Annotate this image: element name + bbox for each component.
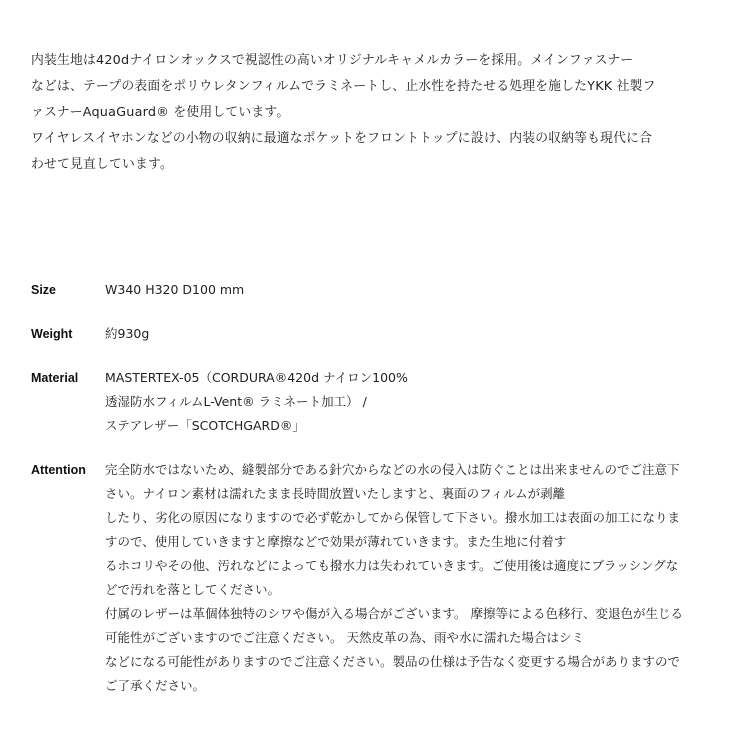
spec-row-material <box>31 366 721 458</box>
description-line: わせて見直しています。 <box>31 157 173 172</box>
material-line: MASTERTEX-05（CORDURA®420d ナイロン100% <box>105 370 408 385</box>
spec-value-material <box>105 366 721 438</box>
size-value: W340 H320 D100 mm <box>105 282 245 297</box>
attention-line: したり、劣化の原因になりますので必ず乾かしてから保管して下さい。撥水加工は表面の加工になりま <box>105 510 681 525</box>
description-line: ワイヤレスイヤホンなどの小物の収納に最適なポケットをフロントトップに設け、内装の収納等も現代に合 <box>31 131 653 146</box>
attention-line: 完全防水ではないため、縫製部分である針穴からなどの水の侵入は防ぐことは出来ませんのでご注意下 <box>105 462 680 477</box>
material-line: 透湿防水フィルムL-Vent® ラミネート加工） / <box>105 394 367 409</box>
description-line: 内装生地は420dナイロンオックスで視認性の高いオリジナルキャメルカラーを採用。メインファスナー <box>31 53 634 68</box>
spec-row-weight <box>31 322 721 366</box>
spec-value-size <box>105 278 721 302</box>
product-description <box>31 48 721 178</box>
spec-label-material: Material <box>31 371 79 385</box>
attention-line: さい。ナイロン素材は濡れたまま長時間放置いたしますと、裏面のフィルムが剥離 <box>105 486 566 501</box>
attention-line: 付属のレザーは革個体独特のシワや傷が入る場合がございます。 摩擦等による色移行、変退色が生じる <box>105 606 683 621</box>
spec-label-size: Size <box>31 283 57 297</box>
attention-line: ご了承ください。 <box>105 678 206 693</box>
weight-value: 約930g <box>105 326 150 341</box>
spec-row-size <box>31 278 721 322</box>
spec-value-attention <box>105 458 721 698</box>
spec-row-attention <box>31 458 721 698</box>
description-line: などは、テープの表面をポリウレタンフィルムでラミネートし、止水性を持たせる処理を施したYKK 社製フ <box>31 79 656 94</box>
material-line: ステアレザー「SCOTCHGARD®」 <box>105 418 305 433</box>
spec-label-weight: Weight <box>31 327 73 341</box>
attention-line: るホコリやその他、汚れなどによっても撥水力は失われていきます。ご使用後は適度にブラッシングな <box>105 558 679 573</box>
spec-value-weight <box>105 322 721 346</box>
attention-line: すので、使用していきますと摩擦などで効果が薄れていきます。また生地に付着す <box>105 534 567 549</box>
attention-line: どで汚れを落としてください。 <box>105 582 281 597</box>
attention-line: などになる可能性がありますのでご注意ください。製品の仕様は予告なく変更する場合がありますので <box>105 654 681 669</box>
description-line: ァスナーAquaGuard® を使用しています。 <box>31 105 290 120</box>
attention-line: 可能性がございますのでご注意ください。 天然皮革の為、雨や水に濡れた場合はシミ <box>105 630 584 645</box>
spec-label-attention: Attention <box>31 463 86 477</box>
spec-table <box>31 278 721 698</box>
